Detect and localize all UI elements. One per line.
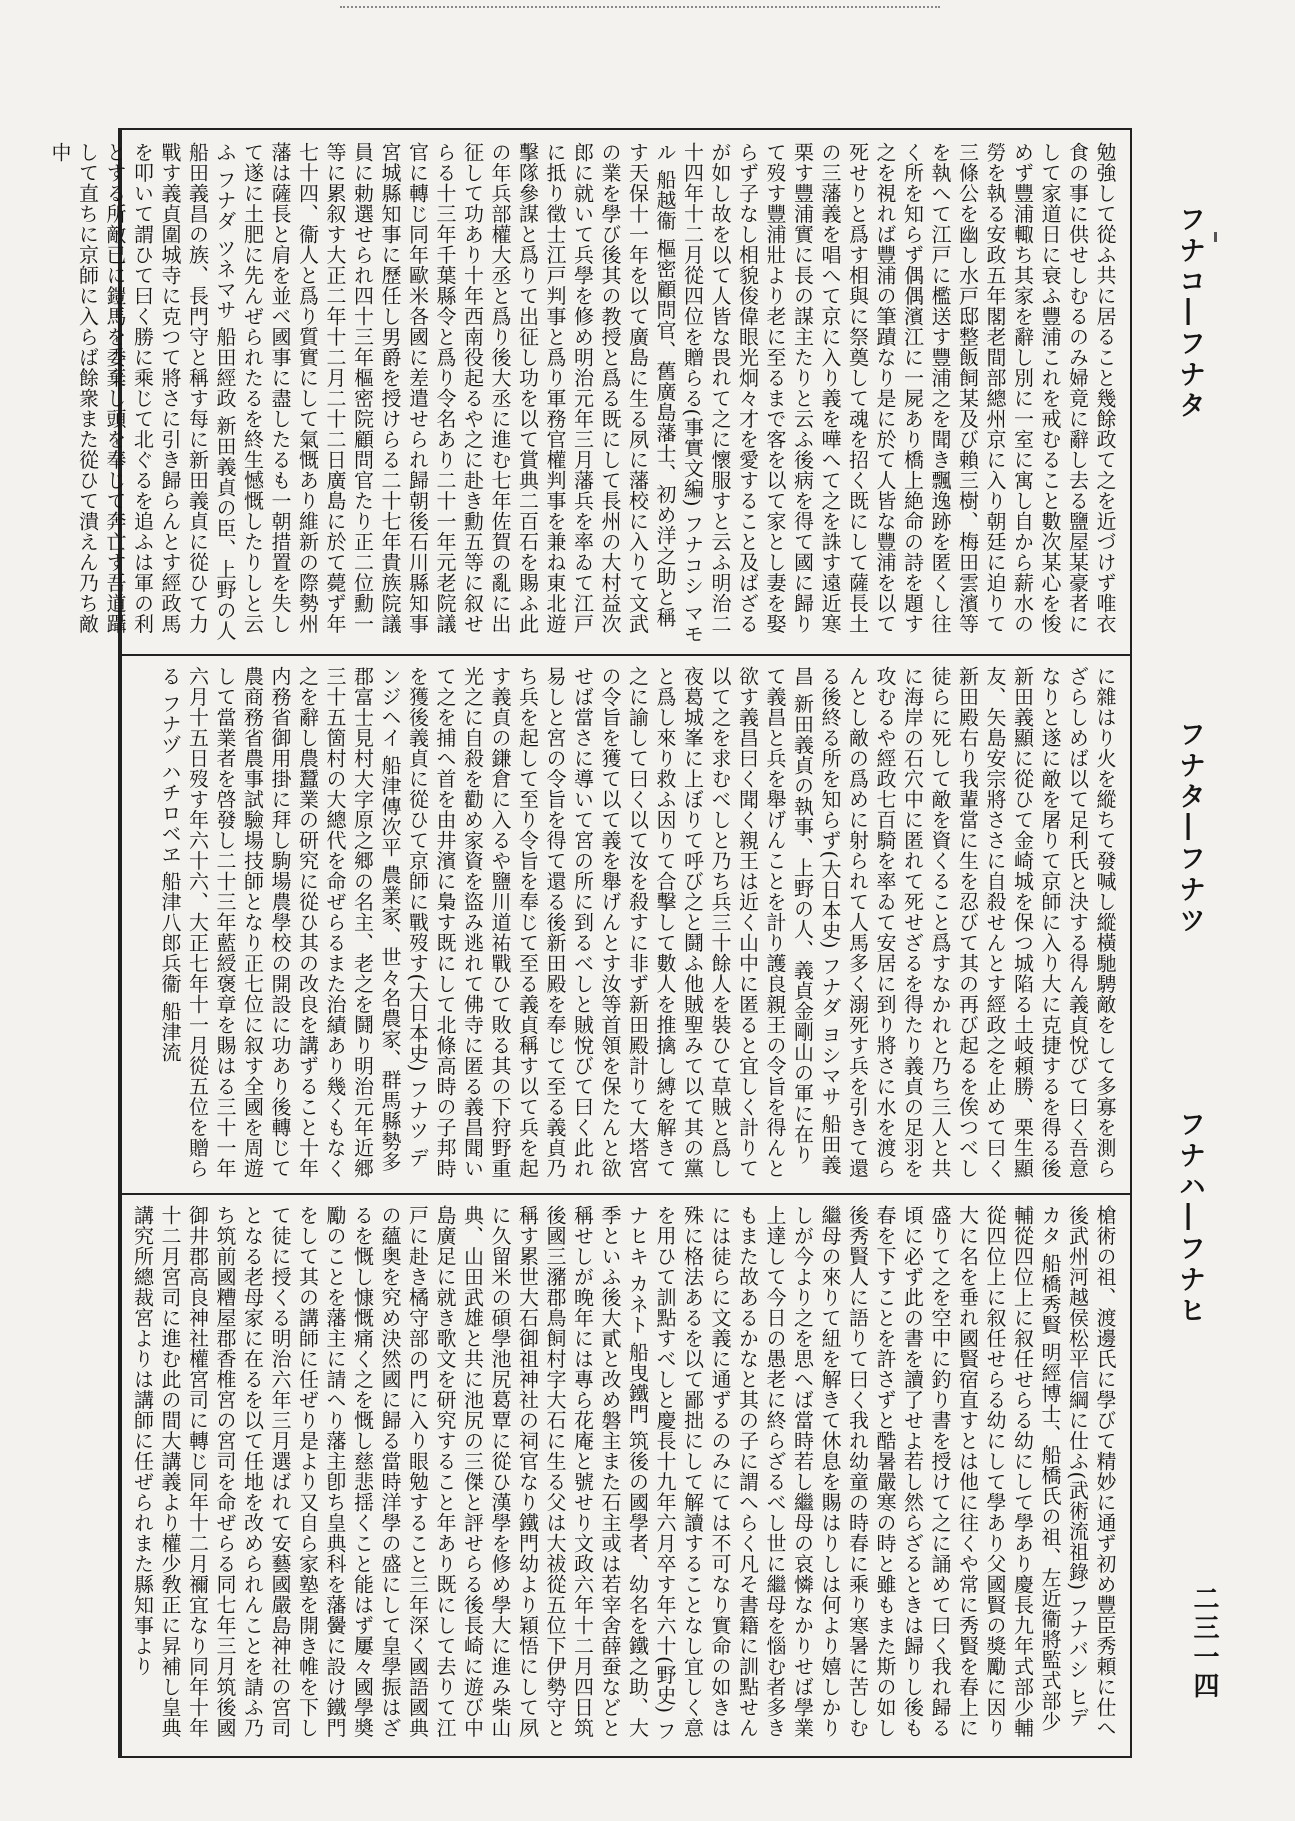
header-top: フナコ―フナタ [1174, 205, 1205, 422]
band-divider-2 [120, 1193, 1130, 1195]
scan-fleck [1214, 232, 1217, 242]
band-top-text: 勉強して從ふ共に居ること幾餘政て之を近づけず唯衣食の事に供せしむるのみ婦竟に辭し去る鹽屋某豪者にして家道日に衰ふ豐浦これを戒むること數次某心を悛めず豐浦輙ち其家を辭し別に一室に寓し自から薪水の勞を執る安政五年閣老間部總州京に入り朝廷に迫りて三條公を幽し水戸邸整飯飼某及び賴三樹、梅田雲濱等を執へて江戸に檻送す豐浦之を聞き飄逸跡を匿くし往く所を知らず偶偶濱江に一屍あり橋上絶命の詩を題す之を視れば豐浦の筆蹟なり是に於て人皆な豐浦を以て死せりと爲す相與に祭奠して魂を招く既にして薩長土の三藩義を唱へて京に入り義を嘩へて之を誅す遠近寒栗す豐浦實に長の謀主たりと云ふ後病を得て國に歸りて歿す豐浦壯より老に至るまで客を以て家とし妻を娶らず子なし相貌俊偉眼光炯々才を愛すること及ばざるが如し故を以て人皆な畏れて之に懷服すと云ふ明治二十四年十二月從四位を贈らる(事實文編) フナコシ マモル 船越衞 樞密顧問官、舊廣島藩士、初め洋之助と稱す天保十一年を以て廣島に生る夙に藩校に入りて文武の業を學び後其の教授と爲る既にして長州の大村益次郎に就いて兵學を修め明治元年三月藩兵を率ゐて江戸に抵り徵士江戸判事と爲り軍務官權判事を兼ね東北遊擊隊參謀と爲りて出征し功を以て賞典二百石を賜ふ此の年兵部權大丞と爲り後大丞に進む七年佐賀の亂に出征して功あり十年西南役起るや之に赴き勳五等に叙せらる十三年千葉縣令と爲り令名あり二十一年元老院議官に轉じ同年歐米各國に差遣せられ歸朝後石川縣知事宮城縣知事に歷任し男爵を授けらる二十七年貴族院議員に勅選せられ四十三年樞密院顧問官たり正二位勳一等に累叙す大正二年十二月二十二日廣島に於て薨ず年七十四、衞人と爲り質實にして氣慨あり維新の際勢州藩は薩長と肩を並べ國事に盡したるも一朝措置を失して遂に土肥に先んぜられたるを終生憾慨したりしと云ふ フナダ ツネマサ 船田經政 新田義貞の臣、上野の人船田義昌の族、長門守と稱す每に新田義貞に從ひて力戰す義貞圍城寺に克つて將さに引き歸らんとす經政馬を叩いて謂ひて曰く勝に乘じて北ぐるを追ふは軍の利とする所敵已に鎧馬を委棄し頭を奉じて奔亡す吾道躡して直ちに京師に入らば餘衆また從ひて潰えん乃ち敵中 [48, 142, 1117, 644]
page-number: 二三一四 [1189, 1585, 1219, 1701]
band-divider-1 [120, 654, 1130, 656]
band-bottom [130, 1205, 1118, 1745]
band-middle-text: に雜はり火を縱ちて發喊し縱橫馳騁敵をして多寡を測らざらしめば以て足利氏と決する得ん義貞悅びて曰く吾意なりと遂に敵を屠りて京師に入り大に克捷するを得る後新田義顯に從ひて金崎城を保つ城陷る土岐頼勝、栗生顯友、矢島安宗將ささに自殺せんとす經政之を止めて曰く新田殿右り我輩當に生を忍びて其の再び起るを俟つべし徒らに死して敵を資くること爲すなかれと乃ち三人と共に海岸の石穴中に匿れて死せざるを得たり義貞の足羽を攻むるや經政七百騎を率ゐて安居に到り將さに水を渡らんとし敵の爲めに射られて人馬多く溺死す兵を引きて還る後終る所を知らず(大日本史) フナダ ヨシマサ 船田義昌 新田義貞の執事、上野の人、義貞金剛山の軍に在りて義昌と兵を舉げんことを計り護良親王の令旨を得んと欲す義昌曰く聞く親王は近く山中に匿ると宜しく計りて以て之を求むべしと乃ち兵三十餘人を裝ひて草賊と爲し夜葛城峯に上ぼりて呼び之と鬪ふ他賊聖みて以て其の黨と爲し來り救ふ因りて合擊して數人を推擒し縛を解きて之に諭して曰く以て汝を殺すに非ず新田殿計りて大塔宮の令旨を獲て以て義を舉げんとす汝等首領を保たんと欲せば當さに導いて宮の所に到るべしと賊悅びて曰く此れ易しと宮の令旨を得て還る後新田殿を奉じて至る義貞乃ち兵を起して至り令旨を奉じて至る義貞稱す以て兵を起す義貞の鎌倉に入るや鹽川道祐戰ひて敗る其の下狩野重光之に自殺を勸め家資を盜み逃れて佛寺に匿る義昌聞いて之を捕へ首を由井濱に梟す既にして北條高時の子邦時を獲後義貞に從ひて京師に戰歿す(大日本史) フナツ デンジヘイ 船津傳次平 農業家、世々名農家、群馬縣勢多郡富士見村大字原之郷の名主、老之を鬪り明治元年近郷三十五箇村の大總代を命ぜらるまた治績あり幾くもなく之を辭し農蠶業の研究に從ひ其の改良を講ずること十年内務省御用掛に拜し駒場農學校の開設に功あり後轉じて農商務省農事試驗場技師となり正七位に叙す全國を周遊して當業者を啓發し二十三年藍綬褒章を賜はる三十一年六月十五日歿す年六十六、大正七年十一月從五位を贈らる フナヅ ハチロベヱ 船津八郎兵衞 船津流 [158, 666, 1117, 1179]
band-middle [134, 666, 1118, 1182]
text-frame [48, 128, 1132, 1758]
header-middle: フナタ―フナツ [1174, 720, 1205, 937]
header-bottom: フナハ―フナヒ [1174, 1110, 1205, 1327]
band-top [48, 142, 1118, 644]
scan-top-noise [340, 6, 940, 16]
band-bottom-text: 槍術の祖、渡邊氏に學びて精妙に通ず初め豐臣秀頼に仕へ後武州河越侯松平信綱に仕ふ(武術流祖錄) フナバシ ヒデカタ 船橋秀賢 明經博士、船橋氏の祖、左近衞將監式部少輔從四位上に叙任せらる幼にして學あり慶長九年式部少輔從四位上に叙任せらる幼にして學あり父國賢の獎勵に因り大に名を垂れ國賢宿直すとは他に往くや常に秀賢を春上に盛りて之を空中に釣り書を授けて之に誦めて曰く我れ歸る頃に必ず此の書を讀了せよ若し然らざるときは歸りし後も春を下すことを許さずと酷暑嚴寒の時と雖もまた斯の如し後秀賢人に語りて曰く我れ幼童の時春に乘り寒暑に苦しむ繼母の來りて紐を解きて休息を賜はりしは何より嬉しかりしが今より之を思へば當時若し繼母の哀憐なかりせば學業上達して今日の愚老に終らざるべし世に繼母を惱む者多きもまた故あるかなと其の子に謂へらく凡そ書籍に訓點せんには徒らに文義に通ずるのみにては不可なり實命の如きは殊に格法あるを以て鄙拙にして解讀することなし宜しく意を用ひて訓點すべしと慶長十九年六月卒す年六十(野史) フナヒキ カネト 船曳鐵門 筑後の國學者、幼名を鐵之助、大季といふ後大貳と改め磐主また石主或は若宰舍薛蚕などと稱せしが晚年には專ら花庵と號せり文政六年十二月四日筑後國三瀦郡鳥飼村字大石に生る父は大祓從五位下伊勢守と稱す累世大石御祖神社の祠官なり鐵門幼より穎悟にして夙に久留米の碩學池尻葛覃に從ひ漢學を修め學大に進み柴山典、山田武雄と共に池尻の三傑と評せらる後長崎に遊び中島廣足に就き歌文を研究すること年あり既にして去りて江戸に赴き橘守部の門に入り眼勉すること三年深く國語國典の蘊奥を究め決然國に歸る當時洋學の盛にして皇學振はざるを慨し慷慨痛く之を慨し慈悲揺くこと能はず屢々國學奬勵のことを藩主に請へり藩主卽ち皇典科を藩黌に設け鐵門をして其の講師に任ぜり是より又自ら家塾を開き帷を下して徒に授くる明治六年三月選ばれて安藝國嚴島神社の宮司となる老母家に在るを以て任地を改められんことを請ふ乃ち筑前國糟屋郡香椎宮の宮司を命ぜらる同七年三月筑後國御井郡高良神社權宮司に轉じ同年十二月禰宜なり同年十年十二月宮司に進む此の間大講義より權少敎正に昇補し皇典講究所總裁宮よりは講師に任ぜられまた縣知事より [130, 1205, 1117, 1741]
